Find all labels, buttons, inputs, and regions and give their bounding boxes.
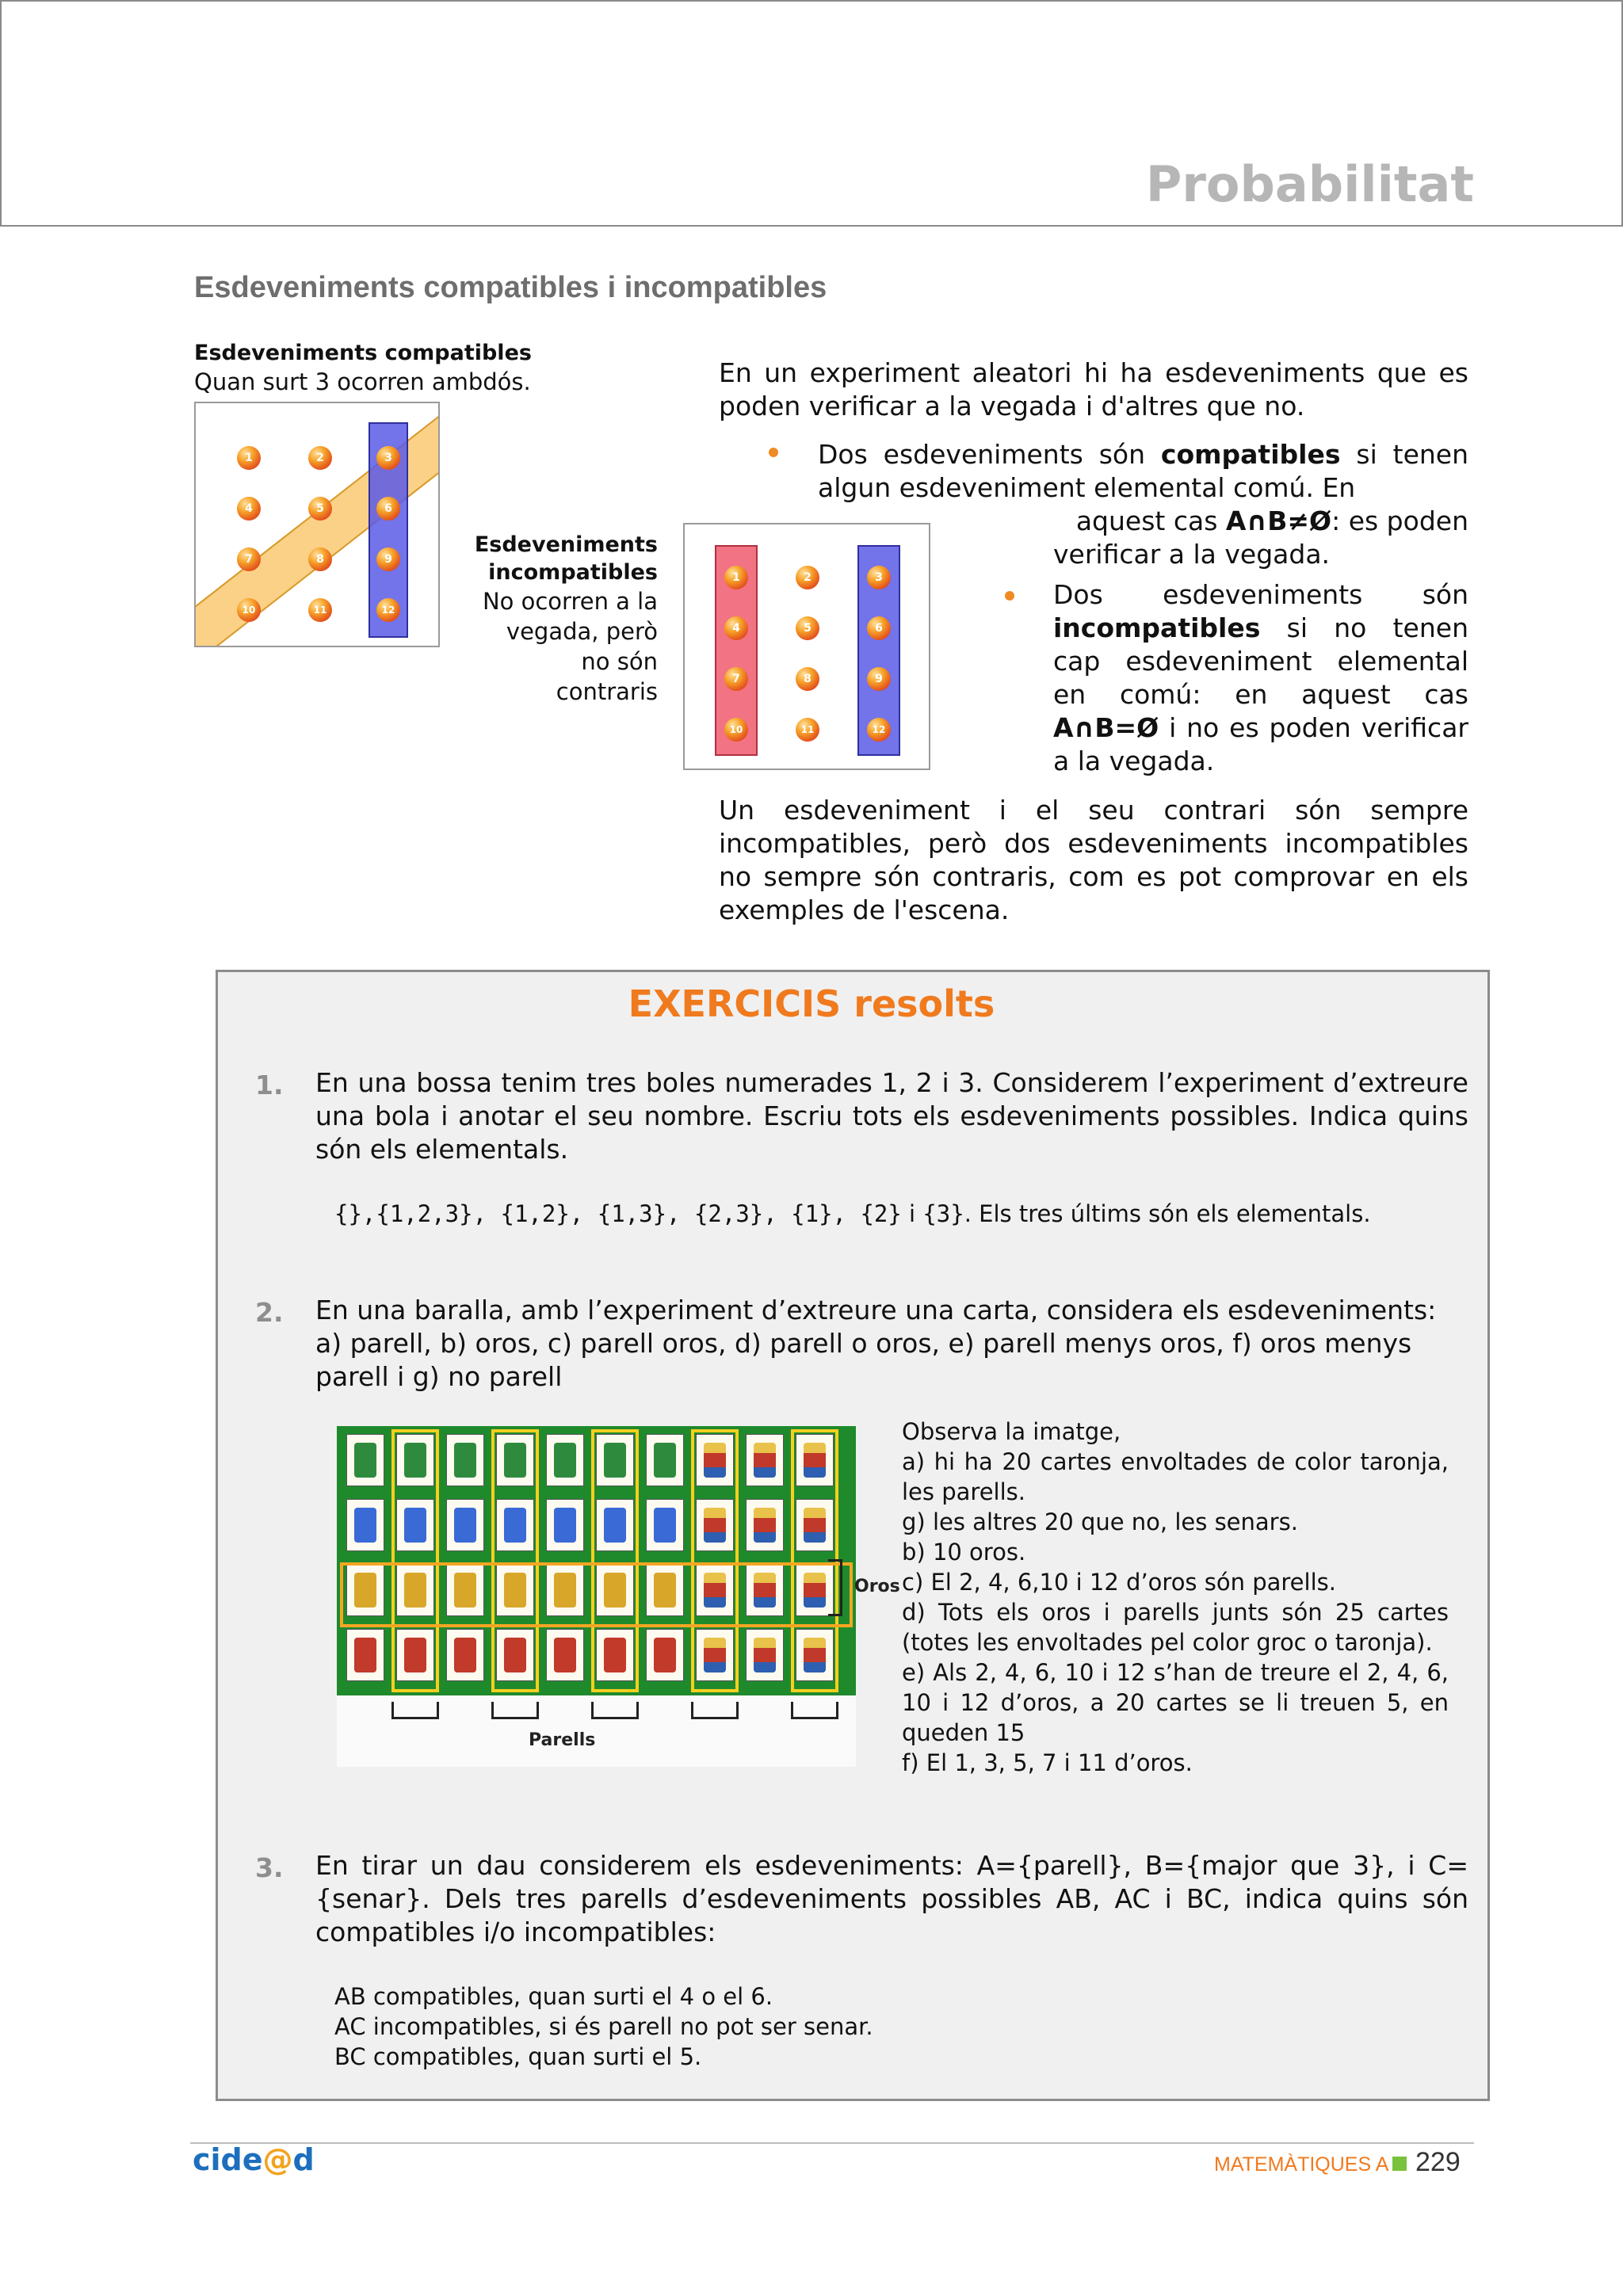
parell-highlight	[491, 1429, 539, 1692]
answer-line: g) les altres 20 que no, les senars.	[902, 1508, 1298, 1535]
playing-card	[346, 1629, 384, 1681]
parell-bracket	[391, 1702, 439, 1719]
bullet-compatibles-cont	[1053, 505, 1468, 571]
number-ball: 2	[796, 566, 819, 589]
oros-bracket	[828, 1559, 842, 1616]
exercise-1-answer	[334, 1199, 1460, 1229]
exercise-1-text: En una bossa tenim tres boles numerades 1, 2 i 3. Considerem l’experiment d’extreure una bola i anotar el seu nombre. Escriu tots els esdeveniments possibles. Indica quins són els elementals.	[315, 1067, 1468, 1165]
oros-label: Oros	[854, 1577, 900, 1596]
incompatibles-desc-2: vegada, però	[506, 618, 658, 645]
answer-last: {3}	[922, 1200, 964, 1227]
parell-highlight	[591, 1429, 639, 1692]
page-number: 229	[1415, 2147, 1461, 2177]
number-ball: 3	[376, 446, 400, 470]
compatibles-title: Esdeveniments compatibles	[194, 341, 532, 365]
parells-label: Parells	[529, 1730, 596, 1750]
number-ball: 2	[308, 446, 332, 470]
number-ball: 8	[796, 667, 819, 691]
playing-card	[646, 1434, 684, 1486]
answer-mid: i	[901, 1200, 923, 1227]
intro-paragraph: En un experiment aleatori hi ha esdeveniments que es poden verificar a la vegada i d'altres que no.	[719, 357, 1468, 421]
parell-highlight	[391, 1429, 439, 1692]
compatibles-caption: Quan surt 3 ocorren ambdós.	[194, 368, 531, 395]
incompatibles-desc-1: No ocorren a la	[482, 588, 658, 615]
card-suit-icon	[354, 1443, 376, 1478]
parell-highlight	[691, 1429, 739, 1692]
playing-card	[446, 1629, 484, 1681]
answer-line: f) El 1, 3, 5, 7 i 11 d’oros.	[902, 1749, 1193, 1776]
card-suit-icon	[354, 1638, 376, 1672]
answer-line: Observa la imatge,	[902, 1418, 1121, 1445]
card-suit-icon	[754, 1443, 776, 1478]
incompatibles-desc-3: no són	[581, 648, 658, 675]
number-ball: 11	[308, 598, 332, 622]
exercise-2-number: 2.	[255, 1297, 284, 1328]
card-suit-icon	[454, 1443, 476, 1478]
answer-line: c) El 2, 4, 6,10 i 12 d’oros són parells.	[902, 1569, 1336, 1596]
answer-line: AC incompatibles, si és parell no pot ser senar.	[334, 2013, 873, 2040]
number-ball: 7	[724, 667, 748, 691]
number-ball: 5	[308, 497, 332, 521]
answer-line: e) Als 2, 4, 6, 10 i 12 s’han de treure el 2, 4, 6, 10 i 12 d’oros, a 20 cartes se li treuen 5, en queden 15	[902, 1659, 1449, 1746]
card-suit-icon	[754, 1638, 776, 1672]
bullet1-line3-post: : es poden	[1331, 505, 1468, 536]
formula-intersection-empty: A∩B=Ø	[1053, 712, 1159, 743]
bullet-icon	[1005, 591, 1014, 601]
outro-paragraph: Un esdeveniment i el seu contrari són sempre incompatibles, però dos esdeveniments incompatibles no sempre són contraris, com es pot comprovar en els exemples de l'escena.	[719, 795, 1468, 925]
page-header-title: Probabilitat	[1145, 155, 1474, 213]
bullet1-pre: Dos esdeveniments són	[818, 439, 1161, 470]
playing-card	[346, 1499, 384, 1551]
card-suit-icon	[554, 1638, 576, 1672]
oros-highlight	[340, 1562, 853, 1627]
bullet-compatibles-text	[818, 438, 1468, 505]
bullet1-line4: verificar a la vegada.	[1053, 539, 1331, 570]
card-suit-icon	[754, 1508, 776, 1543]
number-ball: 12	[376, 598, 400, 622]
number-ball: 1	[724, 566, 748, 589]
answer-sets: {},{1,2,3}, {1,2}, {1,3}, {2,3}, {1}, {2}	[334, 1200, 902, 1227]
cidead-logo: cide@d	[193, 2142, 315, 2177]
exercise-3-text: En tirar un dau considerem els esdeveniments: A={parell}, B={major que 3}, i C={senar}. Dels tres parells d’esdeveniments possibles AB, AC i BC, indica quins són compatibles i/o incompatibles:	[315, 1850, 1468, 1947]
card-suit-icon	[654, 1508, 676, 1543]
playing-card	[446, 1434, 484, 1486]
bullet-icon	[769, 448, 778, 457]
number-ball: 11	[796, 718, 819, 742]
card-suit-icon	[554, 1508, 576, 1543]
playing-card	[646, 1499, 684, 1551]
playing-card	[646, 1629, 684, 1681]
playing-card	[546, 1629, 584, 1681]
bullet2-bold: incompatibles	[1053, 612, 1261, 643]
exercises-title: EXERCICIS resolts	[628, 982, 995, 1025]
playing-card	[746, 1499, 784, 1551]
number-ball: 4	[724, 616, 748, 640]
card-suit-icon	[654, 1638, 676, 1672]
incompatibles-title-2: incompatibles	[488, 560, 658, 585]
exercise-1-number: 1.	[255, 1070, 284, 1100]
exercise-2-answer	[902, 1417, 1449, 1778]
number-ball: 1	[237, 446, 261, 470]
number-ball: 6	[376, 497, 400, 521]
exercise-3-number: 3.	[255, 1852, 284, 1883]
spanish-deck-image	[337, 1426, 856, 1767]
number-ball: 10	[237, 598, 261, 622]
card-suit-icon	[354, 1508, 376, 1543]
playing-card	[546, 1499, 584, 1551]
compatibles-label	[194, 339, 559, 397]
card-grid	[337, 1426, 856, 1695]
bullet-incompatibles-text	[1053, 578, 1468, 778]
answer-line: AB compatibles, quan surti el 4 o el 6.	[334, 1983, 773, 2010]
card-suit-icon	[454, 1638, 476, 1672]
number-ball: 8	[308, 547, 332, 571]
card-suit-icon	[654, 1443, 676, 1478]
bullet2-post: i no es poden verificar a la vegada.	[1053, 712, 1468, 776]
number-ball: 9	[376, 547, 400, 571]
exercise-2-text: En una baralla, amb l’experiment d’extreure una carta, considera els esdeveniments: a) parell, b) oros, c) parell oros, d) parell o oros, e) parell menys oros, f) oros menys parell i g) no parell	[315, 1295, 1437, 1392]
bullet1-post: si tenen algun esdeveniment elemental comú. En	[818, 439, 1468, 503]
incompatibles-label	[444, 531, 658, 707]
incompatibles-diagram	[683, 523, 930, 770]
parell-bracket	[491, 1702, 539, 1719]
bullet2-pre: Dos esdeveniments són	[1053, 579, 1468, 610]
card-suit-icon	[454, 1508, 476, 1543]
playing-card	[746, 1434, 784, 1486]
bullet2-mid: si no tenen cap esdeveniment elemental en comú: en aquest cas	[1053, 612, 1468, 710]
answer-line: a) hi ha 20 cartes envoltades de color taronja, les parells.	[902, 1448, 1449, 1505]
number-ball: 9	[867, 667, 891, 691]
footer-subject: MATEMÀTIQUES A	[1214, 2153, 1389, 2176]
number-ball: 7	[237, 547, 261, 571]
number-ball: 5	[796, 616, 819, 640]
bullet1-line3-pre: aquest cas	[1075, 505, 1226, 536]
number-ball: 4	[237, 497, 261, 521]
parell-bracket	[691, 1702, 739, 1719]
parell-bracket	[591, 1702, 639, 1719]
bullet1-bold: compatibles	[1160, 439, 1341, 470]
answer-tail: . Els tres últims són els elementals.	[964, 1200, 1371, 1227]
number-ball: 10	[724, 718, 748, 742]
section-title: Esdeveniments compatibles i incompatibles	[194, 271, 827, 304]
playing-card	[546, 1434, 584, 1486]
playing-card	[746, 1629, 784, 1681]
playing-card	[346, 1434, 384, 1486]
answer-line: BC compatibles, quan surti el 5.	[334, 2043, 702, 2070]
footer-square-icon	[1392, 2157, 1407, 2171]
number-ball: 6	[867, 616, 891, 640]
answer-line: b) 10 oros.	[902, 1539, 1026, 1566]
answer-line: d) Tots els oros i parells junts són 25 cartes (totes les envoltades pel color groc o taronja).	[902, 1599, 1449, 1656]
exercise-3-answer	[334, 1981, 1365, 2072]
number-ball: 3	[867, 566, 891, 589]
formula-intersection-nonempty: A∩B≠Ø	[1225, 505, 1332, 536]
compatibles-diagram	[194, 402, 440, 647]
number-ball: 12	[867, 718, 891, 742]
card-suit-icon	[554, 1443, 576, 1478]
footer-divider	[190, 2142, 1474, 2144]
playing-card	[446, 1499, 484, 1551]
incompatibles-title-1: Esdeveniments	[474, 532, 658, 557]
parell-bracket	[791, 1702, 838, 1719]
incompatibles-desc-4: contraris	[556, 678, 658, 705]
